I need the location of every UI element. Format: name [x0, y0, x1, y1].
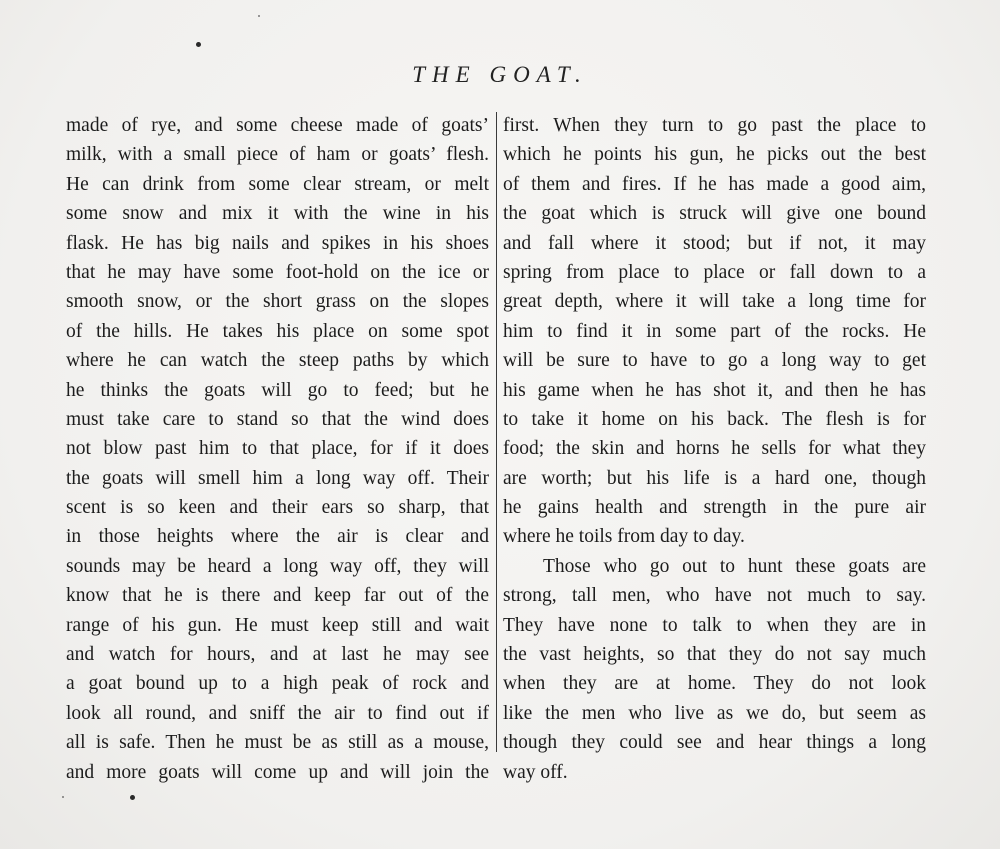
text-line: the goats will smell him a long way off. Their: [66, 467, 489, 489]
text-line: to take it home on his back. The flesh is for: [503, 408, 926, 430]
paragraph-first-line: Those who go out to hunt these goats are: [543, 555, 926, 577]
text-line: the vast heights, so that they do not say much: [503, 644, 926, 666]
text-line: must take care to stand so that the wind does: [66, 408, 489, 430]
text-line: made of rye, and some cheese made of goats’: [66, 115, 489, 136]
left-text-column: [66, 111, 489, 787]
text-line: and more goats will come up and will join the: [66, 761, 489, 783]
text-line: him to find it in some part of the rocks. He: [503, 320, 926, 342]
text-line: in those heights where the air is clear and: [66, 526, 489, 548]
text-line: all is safe. Then he must be as still as a mouse,: [66, 732, 489, 754]
text-line: of them and fires. If he has made a good aim,: [503, 173, 926, 195]
ink-speck: [130, 795, 135, 800]
text-line: some snow and mix it with the wine in his: [66, 203, 489, 225]
text-line: though they could see and hear things a long: [503, 732, 926, 754]
text-line: like the men who live as we do, but seem as: [503, 702, 926, 724]
text-line: food; the skin and horns he sells for what they: [503, 438, 926, 460]
text-line: They have none to talk to when they are in: [503, 614, 926, 636]
text-line: not blow past him to that place, for if it does: [66, 438, 489, 460]
text-line: which he points his gun, he picks out the best: [503, 144, 926, 166]
text-line: where he can watch the steep paths by which: [66, 350, 489, 372]
text-line: milk, with a small piece of ham or goats’ flesh.: [66, 144, 489, 166]
text-line: spring from place to place or fall down to a: [503, 261, 926, 283]
text-line: sounds may be heard a long way off, they will: [66, 555, 489, 577]
text-line: He can drink from some clear stream, or melt: [66, 173, 489, 195]
text-line: where he toils from day to day.: [503, 526, 745, 548]
text-line: he thinks the goats will go to feed; but he: [66, 379, 489, 401]
ink-speck: [196, 42, 201, 47]
text-line: flask. He has big nails and spikes in his shoes: [66, 232, 489, 254]
ink-speck: [62, 796, 64, 798]
right-text-column: [503, 111, 926, 787]
text-line: great depth, where it will take a long time for: [503, 291, 926, 313]
text-line: strong, tall men, who have not much to say.: [503, 585, 926, 607]
text-line: when they are at home. They do not look: [503, 673, 926, 695]
text-line: way off.: [503, 761, 568, 783]
text-line: are worth; but his life is a hard one, though: [503, 467, 926, 489]
text-line: know that he is there and keep far out of the: [66, 585, 489, 607]
text-line: look all round, and sniff the air to find out if: [66, 702, 489, 724]
text-line: scent is so keen and their ears so sharp, that: [66, 497, 489, 519]
text-line: and fall where it stood; but if not, it may: [503, 232, 926, 254]
text-line: first. When they turn to go past the place to: [503, 115, 926, 136]
ink-speck: [258, 15, 260, 17]
text-line: he gains health and strength in the pure air: [503, 497, 926, 519]
text-line: that he may have some foot-hold on the ice or: [66, 261, 489, 283]
text-line: a goat bound up to a high peak of rock and: [66, 673, 489, 695]
text-line: will be sure to have to go a long way to get: [503, 350, 926, 372]
text-line: smooth snow, or the short grass on the slopes: [66, 291, 489, 313]
text-line: his game when he has shot it, and then he has: [503, 379, 926, 401]
column-divider: [496, 112, 497, 752]
text-line: of the hills. He takes his place on some spot: [66, 320, 489, 342]
text-line: the goat which is struck will give one bound: [503, 203, 926, 225]
text-line: range of his gun. He must keep still and wait: [66, 614, 489, 636]
text-line: and watch for hours, and at last he may see: [66, 644, 489, 666]
page-title: THE GOAT.: [412, 62, 588, 87]
